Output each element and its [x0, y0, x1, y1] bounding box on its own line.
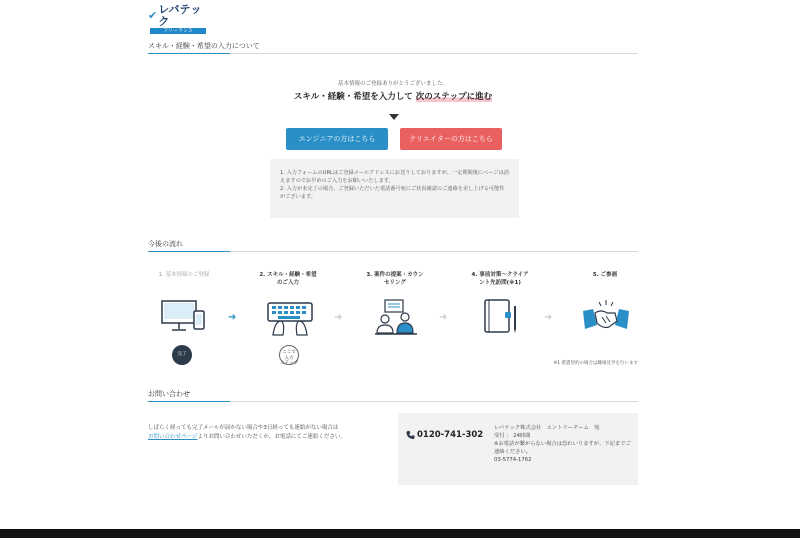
contact-company: レバテック株式会社 エントリーチーム 宛 — [494, 425, 600, 431]
thanks-message: 基本情報のご登録ありがとうございました。 — [337, 81, 448, 87]
logo-sub-text: フリーランス — [150, 28, 206, 34]
badge-line-1: ここで — [282, 350, 296, 355]
badge-line-2: 入力 — [284, 355, 294, 361]
logo-main-text: レバテック — [158, 3, 202, 28]
section-divider — [148, 401, 638, 402]
section-title-input: スキル・経験・希望の入力について — [148, 42, 260, 50]
contact-info — [494, 424, 634, 464]
phone-number[interactable]: 0120-741-302 — [417, 430, 484, 440]
notice-line-1: 1. 入力フォームのURLはご登録メールアドレスにお送りしておりますが、一定期間後にページは消えますのでお早めのご入力をお願いいたします。 — [280, 170, 509, 184]
arrow-down-icon — [389, 114, 399, 120]
notice-box — [270, 159, 519, 218]
engineer-button[interactable]: エンジニアの方はこちら — [286, 128, 388, 150]
bottom-bar — [0, 529, 800, 538]
checkmark-icon: ✔ — [148, 9, 158, 22]
step-4-label-2: ント先訪問(※1) — [479, 280, 521, 286]
section-title-flow: 今後の流れ — [148, 240, 183, 248]
step-arrow-icon: ➜ — [334, 312, 343, 323]
step-4 — [460, 271, 540, 287]
step-2 — [248, 271, 328, 287]
step-5 — [565, 271, 645, 279]
section-divider — [148, 251, 638, 252]
headline-main: スキル・経験・希望を入力して — [293, 92, 416, 102]
step-5-label: 5. ご参画 — [592, 272, 618, 278]
phone-icon — [406, 430, 415, 440]
notice-line-2: 2. 入力が未完了の場合、ご登録いただいた電話番号宛にご状況確認のご連絡を差し上げる可能性がございます。 — [280, 186, 505, 200]
consulting-icon — [371, 297, 421, 337]
step-2-label-2: のご入力 — [276, 280, 299, 286]
contact-text-a: しばらく経っても完了メールが届かない場合や3日経っても連絡がない場合は — [148, 425, 339, 431]
step-arrow-icon: ➜ — [544, 312, 553, 323]
computer-icon — [158, 297, 208, 337]
contact-hours: 受付 ： 24時間 — [494, 433, 531, 439]
contact-page-link[interactable]: お問い合わせページ — [148, 434, 198, 440]
step-arrow-icon: ➜ — [228, 312, 237, 323]
step-2-label: 2. スキル・経験・希望 — [259, 272, 317, 278]
section-divider — [148, 53, 638, 54]
contact-alt-note: ※お電話が繋がらない場合は恐れいりますが、下記までご連絡ください。 — [494, 441, 631, 455]
status-badge-done: 完了 — [172, 345, 192, 365]
step-1 — [144, 271, 224, 279]
headline — [148, 90, 638, 102]
contact-text-b: よりお問い合わせいただくか、お電話にてご連絡ください。 — [197, 434, 346, 440]
contact-alt-number: 03-5774-1762 — [494, 457, 532, 463]
footnote: ※1 派遣契約の場合は職場見学を行います — [553, 361, 638, 366]
contact-text — [148, 424, 383, 442]
step-arrow-icon: ➜ — [439, 312, 448, 323]
step-3 — [355, 271, 435, 287]
keyboard-icon — [265, 297, 315, 337]
step-1-label: 1. 基本情報のご登録 — [158, 272, 210, 278]
headline-highlight: 次のステップに進む — [415, 92, 493, 102]
step-3-label: 3. 案件の提案・カウン — [366, 272, 424, 278]
section-title-contact: お問い合わせ — [148, 390, 190, 398]
step-4-label: 4. 事前対策～クライア — [471, 272, 529, 278]
badge-line-3: ステップ — [280, 361, 298, 366]
contact-box — [398, 413, 638, 485]
brand-logo[interactable] — [148, 3, 210, 34]
notebook-icon — [476, 297, 526, 337]
creator-button[interactable]: クリエイターの方はこちら — [400, 128, 502, 150]
handshake-icon — [581, 297, 631, 337]
step-3-label-2: セリング — [384, 280, 406, 286]
